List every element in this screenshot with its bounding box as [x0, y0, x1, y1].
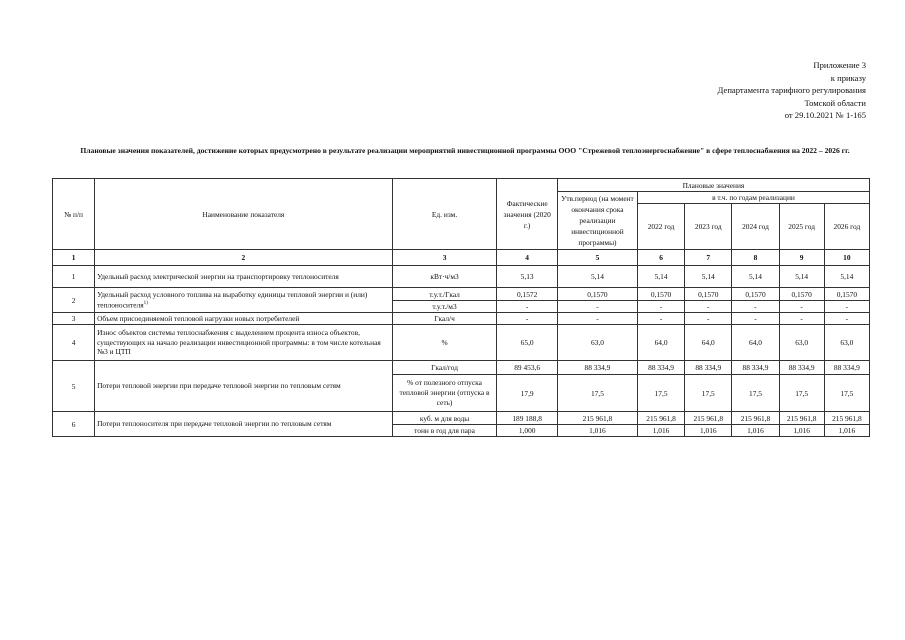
- row-number: 5: [53, 361, 95, 412]
- value-cell: 64,0: [685, 325, 732, 361]
- indicator-name-text: Удельный расход условного топлива на выработку единицы тепловой энергии и (или) теплоносителя: [97, 289, 368, 310]
- value-cell: 0,1570: [732, 288, 779, 301]
- value-cell: 88 334,9: [732, 361, 779, 375]
- value-cell: 215 961,8: [824, 412, 869, 425]
- table-row: [53, 412, 870, 425]
- unit-cell: %: [392, 325, 497, 361]
- value-cell: 88 334,9: [685, 361, 732, 375]
- value-cell: 65,0: [497, 325, 558, 361]
- unit-cell: куб. м для воды: [392, 412, 497, 425]
- value-cell: 17,5: [637, 375, 684, 412]
- unit-cell: Гкал/ч: [392, 313, 497, 325]
- table-row: [53, 313, 870, 325]
- value-cell: -: [824, 313, 869, 325]
- value-cell: 0,1570: [637, 288, 684, 301]
- unit-cell: т.у.т./м3: [392, 301, 497, 313]
- value-cell: 17,5: [685, 375, 732, 412]
- value-cell: -: [732, 313, 779, 325]
- value-cell: 88 334,9: [557, 361, 637, 375]
- header-actual: Фактические значения (2020 г.): [497, 179, 558, 250]
- header-year-2023: 2023 год: [685, 204, 732, 250]
- value-cell: -: [685, 301, 732, 313]
- header-planned: Плановые значения: [557, 179, 869, 192]
- column-number: 9: [779, 250, 824, 266]
- value-cell: 63,0: [557, 325, 637, 361]
- value-cell: 189 188,8: [497, 412, 558, 425]
- value-cell: 17,5: [557, 375, 637, 412]
- indicators-table: [52, 178, 870, 437]
- value-cell: 1,016: [557, 425, 637, 437]
- table-row: [53, 361, 870, 375]
- value-cell: 0,1570: [557, 288, 637, 301]
- header-num: № п/п: [53, 179, 95, 250]
- value-cell: 215 961,8: [685, 412, 732, 425]
- value-cell: 64,0: [732, 325, 779, 361]
- row-number: 1: [53, 266, 95, 288]
- value-cell: 215 961,8: [637, 412, 684, 425]
- value-cell: 5,14: [779, 266, 824, 288]
- unit-cell: Гкал/год: [392, 361, 497, 375]
- column-number: 7: [685, 250, 732, 266]
- value-cell: 64,0: [637, 325, 684, 361]
- value-cell: 5,14: [557, 266, 637, 288]
- value-cell: 89 453,6: [497, 361, 558, 375]
- header-unit: Ед. изм.: [392, 179, 497, 250]
- value-cell: 17,5: [779, 375, 824, 412]
- value-cell: 63,0: [779, 325, 824, 361]
- column-number: 2: [95, 250, 393, 266]
- indicator-name: Потери теплоносителя при передаче тепловой энергии по тепловым сетям: [95, 412, 393, 437]
- column-number: 5: [557, 250, 637, 266]
- value-cell: -: [779, 301, 824, 313]
- value-cell: -: [685, 313, 732, 325]
- table-row: [53, 325, 870, 361]
- unit-cell: кВт·ч/м3: [392, 266, 497, 288]
- value-cell: 1,016: [685, 425, 732, 437]
- value-cell: 0,1572: [497, 288, 558, 301]
- appendix-line: к приказу: [830, 72, 866, 83]
- column-number: 3: [392, 250, 497, 266]
- row-number: 3: [53, 313, 95, 325]
- value-cell: -: [497, 301, 558, 313]
- value-cell: -: [732, 301, 779, 313]
- value-cell: 1,016: [637, 425, 684, 437]
- value-cell: 1,016: [824, 425, 869, 437]
- value-cell: -: [779, 313, 824, 325]
- unit-cell: % от полезного отпуска тепловой энергии (отпуска в сеть): [392, 375, 497, 412]
- appendix-block: [718, 59, 866, 122]
- appendix-line: от 29.10.2021 № 1-165: [784, 110, 866, 121]
- header-year-2026: 2026 год: [824, 204, 869, 250]
- document-title: Плановые значения показателей, достижение которых предусмотрено в результате реализации мероприятий инвестиционной программы ООО "Стрежевой теплоэнергоснабжение" в сфере теплоснабжения на 2022 – 2026 гг.: [80, 146, 850, 155]
- value-cell: 0,1570: [779, 288, 824, 301]
- row-number: 4: [53, 325, 95, 361]
- value-cell: 17,5: [824, 375, 869, 412]
- value-cell: 215 961,8: [732, 412, 779, 425]
- unit-cell: тонн в год для пара: [392, 425, 497, 437]
- table-row: [53, 288, 870, 301]
- value-cell: -: [637, 301, 684, 313]
- header-year-2022: 2022 год: [637, 204, 684, 250]
- value-cell: 1,000: [497, 425, 558, 437]
- value-cell: 5,14: [824, 266, 869, 288]
- footnote-mark: 1): [143, 301, 148, 307]
- header-by-years: в т.ч. по годам реализации: [637, 192, 869, 204]
- value-cell: 88 334,9: [779, 361, 824, 375]
- value-cell: -: [557, 313, 637, 325]
- indicator-name: Удельный расход электрической энергии на транспортировку теплоносителя: [95, 266, 393, 288]
- value-cell: 1,016: [732, 425, 779, 437]
- value-cell: 1,016: [779, 425, 824, 437]
- value-cell: -: [497, 313, 558, 325]
- value-cell: 88 334,9: [637, 361, 684, 375]
- value-cell: -: [557, 301, 637, 313]
- value-cell: 17,9: [497, 375, 558, 412]
- value-cell: 0,1570: [685, 288, 732, 301]
- appendix-line: Департамента тарифного регулирования: [717, 85, 866, 96]
- column-number: 8: [732, 250, 779, 266]
- value-cell: 5,13: [497, 266, 558, 288]
- value-cell: 5,14: [637, 266, 684, 288]
- column-number: 4: [497, 250, 558, 266]
- indicator-name: Износ объектов системы теплоснабжения с выделением процента износа объектов, существующих на начало реализации инвестиционной программы: в том числе котельная №3 и ЦТП: [95, 325, 393, 361]
- value-cell: -: [824, 301, 869, 313]
- indicator-name: [95, 288, 393, 313]
- row-number: 6: [53, 412, 95, 437]
- value-cell: 63,0: [824, 325, 869, 361]
- value-cell: 5,14: [685, 266, 732, 288]
- indicator-name: Объем присоединяемой тепловой нагрузки новых потребителей: [95, 313, 393, 325]
- value-cell: 17,5: [732, 375, 779, 412]
- value-cell: 0,1570: [824, 288, 869, 301]
- appendix-line: Томской области: [804, 97, 866, 108]
- column-number: 1: [53, 250, 95, 266]
- header-approved: Утв.период (на момент окончания срока реализации инвестиционной программы): [557, 192, 637, 250]
- header-year-2024: 2024 год: [732, 204, 779, 250]
- value-cell: 215 961,8: [779, 412, 824, 425]
- appendix-line: Приложение 3: [813, 60, 866, 70]
- table-row: [53, 266, 870, 288]
- column-numbers-row: [53, 250, 870, 266]
- unit-cell: т.у.т./Гкал: [392, 288, 497, 301]
- header-name: Наименование показателя: [95, 179, 393, 250]
- header-year-2025: 2025 год: [779, 204, 824, 250]
- value-cell: 5,14: [732, 266, 779, 288]
- value-cell: 88 334,9: [824, 361, 869, 375]
- column-number: 10: [824, 250, 869, 266]
- value-cell: 215 961,8: [557, 412, 637, 425]
- row-number: 2: [53, 288, 95, 313]
- value-cell: -: [637, 313, 684, 325]
- indicator-name: Потери тепловой энергии при передаче тепловой энергии по тепловым сетям: [95, 361, 393, 412]
- column-number: 6: [637, 250, 684, 266]
